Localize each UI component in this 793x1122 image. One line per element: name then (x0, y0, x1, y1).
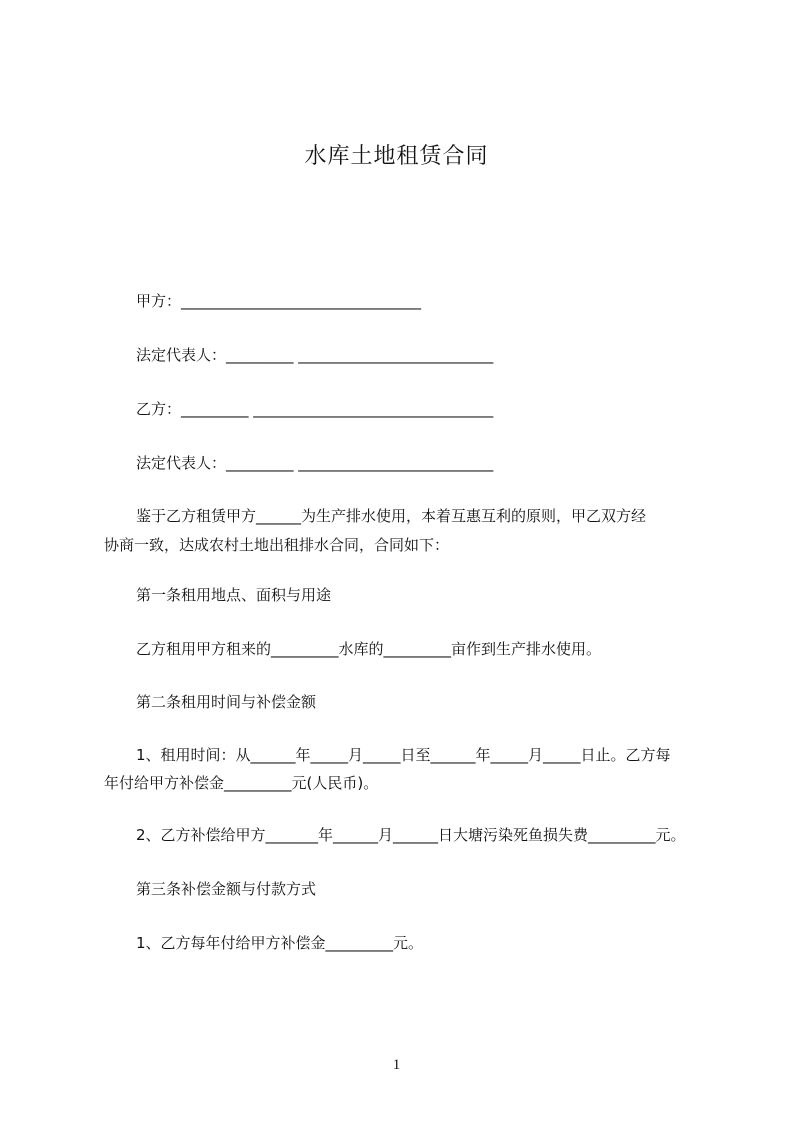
article-1-content: 乙方租用甲方租来的_________水库的_________亩作到生产排水使用。 (136, 640, 602, 658)
article-3-heading: 第三条补偿金额与付款方式 (136, 880, 317, 898)
party-b-representative-line: 法定代表人：_________ __________________________ (136, 454, 494, 472)
page-number: 1 (392, 1057, 401, 1073)
article-3-item-1: 1、乙方每年付给甲方补偿金_________元。 (136, 934, 424, 952)
article-1-heading: 第一条租用地点、面积与用途 (136, 586, 332, 604)
document-title: 水库土地租赁合同 (304, 144, 489, 169)
article-2-heading: 第二条租用时间与补偿金额 (136, 693, 317, 711)
party-b-line: 乙方：_________ ________________________________ (136, 400, 494, 418)
party-a-representative-line: 法定代表人：_________ __________________________ (136, 346, 494, 364)
article-2-item-2: 2、乙方补偿给甲方_______年______月______日大塘污染死鱼损失费_________元。 (136, 826, 686, 844)
preamble-line-1: 鉴于乙方租赁甲方______为生产排水使用，本着互惠互利的原则，甲乙双方经 (136, 507, 647, 525)
party-a-line: 甲方：________________________________ (136, 292, 422, 310)
preamble-line-2: 协商一致，达成农村土地出租排水合同，合同如下： (104, 536, 450, 554)
article-2-item-1-line-2: 年付给甲方补偿金_________元(人民币)。 (104, 774, 379, 792)
article-2-item-1-line-1: 1、租用时间：从______年_____月_____日至______年_____月_____日止。乙方每 (136, 746, 671, 764)
